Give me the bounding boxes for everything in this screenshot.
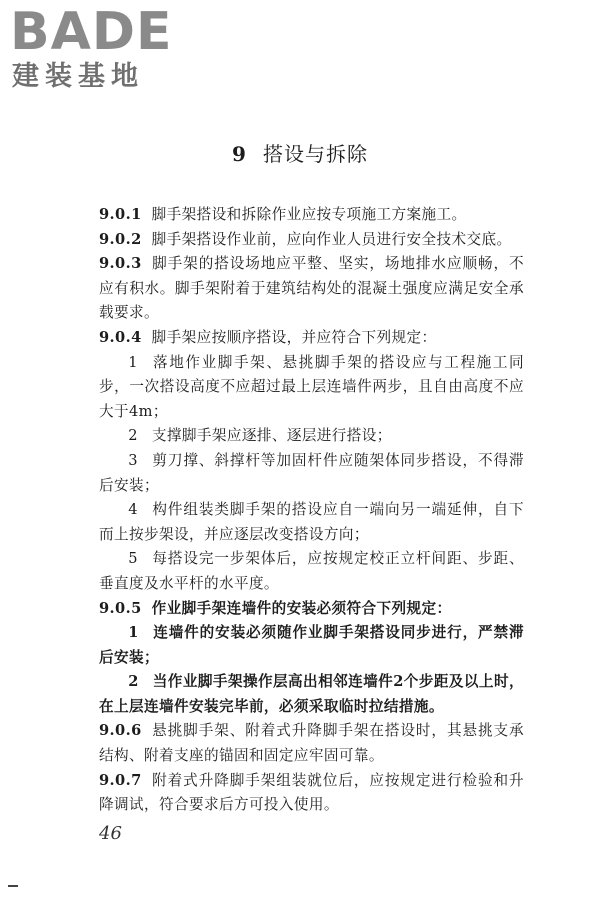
clause-text: 悬挑脚手架、附着式升降脚手架在搭设时，其悬挑支承结构、附着支座的锚固和固定应牢固可靠。 [99, 722, 524, 765]
clause-text: 脚手架的搭设场地应平整、坚实，场地排水应顺畅，不应有积水。脚手架附着于建筑结构处的混凝土强度应满足安全承载要求。 [99, 255, 524, 322]
logo-subtitle: 建装基地 [12, 61, 144, 92]
clause-item [99, 498, 524, 547]
clause-text: 脚手架搭设作业前，应向作业人员进行安全技术交底。 [151, 230, 512, 248]
chapter-heading [0, 140, 600, 168]
clause-9-0-7 [99, 769, 524, 818]
item-text: 连墙件的安装必须随作业脚手架搭设同步进行，严禁滞后安装； [99, 624, 524, 666]
clause-text: 作业脚手架连墙件的安装必须符合下列规定： [151, 599, 452, 617]
item-text: 支撑脚手架应逐排、逐层进行搭设； [151, 427, 392, 445]
item-text: 构件组装类脚手架的搭设应自一端向另一端延伸，自下而上按步架设，并应逐层改变搭设方向； [99, 501, 524, 543]
clause-number: 9.0.6 [99, 722, 142, 740]
clause-item [99, 621, 524, 670]
item-text: 剪刀撑、斜撑杆等加固杆件应随架体同步搭设，不得滞后安装； [99, 451, 524, 494]
item-number: 1 [128, 353, 138, 371]
clause-item [99, 547, 524, 596]
logo-title: BADE [10, 2, 173, 62]
scan-artifact [8, 885, 18, 887]
clause-text: 脚手架应按顺序搭设，并应符合下列规定： [151, 328, 437, 346]
item-number: 4 [128, 501, 138, 519]
chapter-title: 搭设与拆除 [262, 142, 368, 166]
page-number: 46 [99, 823, 122, 844]
clause-9-0-3 [99, 252, 524, 326]
item-text: 每搭设完一步架体后，应按规定校正立杆间距、步距、垂直度及水平杆的水平度。 [99, 550, 524, 592]
document-body [99, 203, 524, 818]
item-number: 2 [128, 427, 138, 445]
clause-9-0-5 [99, 597, 524, 622]
clause-text: 脚手架搭设和拆除作业应按专项施工方案施工。 [151, 206, 467, 223]
clause-number: 9.0.4 [99, 328, 142, 346]
item-text: 当作业脚手架操作层高出相邻连墙件2个步距及以上时，在上层连墙件安装完毕前，必须采取临时拉结措施。 [99, 673, 524, 715]
clause-9-0-1 [99, 203, 524, 228]
clause-9-0-6 [99, 719, 524, 768]
clause-item [99, 424, 524, 449]
clause-number: 9.0.5 [99, 599, 142, 617]
item-text: 落地作业脚手架、悬挑脚手架的搭设应与工程施工同步，一次搭设高度不应超过最上层连墙件两步，且自由高度不应大于4m； [99, 353, 524, 420]
clause-item [99, 449, 524, 498]
item-number: 1 [128, 624, 139, 642]
clause-number: 9.0.2 [99, 230, 142, 248]
bade-logo [8, 2, 188, 102]
clause-item [99, 670, 524, 719]
clause-number: 9.0.3 [99, 255, 142, 273]
clause-number: 9.0.7 [99, 771, 142, 789]
item-number: 3 [128, 451, 138, 469]
item-number: 5 [128, 550, 138, 568]
clause-9-0-2 [99, 228, 524, 253]
clause-item [99, 351, 524, 425]
clause-number: 9.0.1 [99, 206, 142, 223]
item-number: 2 [128, 673, 139, 691]
clause-9-0-4 [99, 326, 524, 351]
clause-text: 附着式升降脚手架组装就位后，应按规定进行检验和升降调试，符合要求后方可投入使用。 [99, 771, 524, 814]
chapter-number: 9 [232, 142, 247, 166]
